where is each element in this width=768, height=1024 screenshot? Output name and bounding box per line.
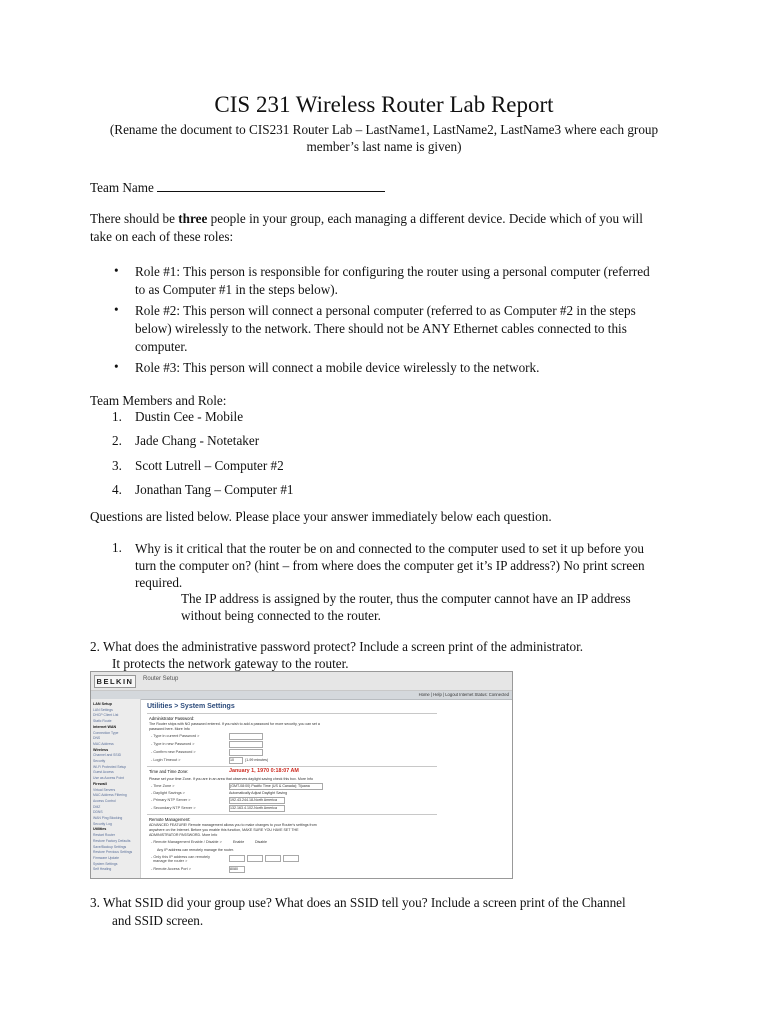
screenshot-sidebar-item[interactable]: DMZ xyxy=(93,804,101,809)
remote-desc-1: ADVANCED FEATURE! Remote management allows you to make changes to your Router's settings from xyxy=(149,823,317,827)
secondary-ntp-label: - Secondary NTP Server > xyxy=(151,806,196,810)
daylight-savings-checkbox[interactable]: Automatically Adjust Daylight Saving xyxy=(229,791,288,795)
login-timeout-label: - Login Timeout > xyxy=(151,758,181,762)
time-zone-select[interactable]: (GMT-08:00) Pacific Time (US & Canada); Tijuana xyxy=(229,783,323,790)
document-subtitle xyxy=(90,121,678,155)
secondary-ntp-select[interactable]: 132.163.4.102-North America xyxy=(229,805,285,812)
team-name-blank xyxy=(157,179,385,192)
screenshot-sidebar xyxy=(91,699,141,878)
any-ip-checkbox[interactable]: Any IP address can remotely manage the router. xyxy=(157,848,235,852)
screenshot-sidebar-item[interactable]: MAC Address xyxy=(93,741,114,746)
member-item: Jonathan Tang – Computer #1 xyxy=(135,482,294,497)
remote-desc-3: ADMINISTRATOR PASSWORD. More Info xyxy=(149,833,218,837)
question-1-line-1: Why is it critical that the router be on and connected to the computer used to set it up before you xyxy=(135,541,645,556)
remote-enable-radio[interactable]: Enable xyxy=(233,840,245,844)
member-item: Jade Chang - Notetaker xyxy=(135,433,260,448)
member-number: 1. xyxy=(112,409,122,424)
screenshot-sidebar-item[interactable]: DDNS xyxy=(93,810,103,815)
screenshot-sidebar-item[interactable]: Access Control xyxy=(93,798,116,803)
screenshot-sidebar-item[interactable]: Guest Access xyxy=(93,770,114,775)
divider xyxy=(147,766,437,767)
remote-management-label: - Remote Management Enable / Disable > xyxy=(151,840,222,844)
daylight-savings-label: - Daylight Savings > xyxy=(151,791,185,795)
time-zone-heading: Time and Time Zone: xyxy=(149,769,189,774)
answer-1 xyxy=(181,590,678,624)
bullet-glyph: • xyxy=(114,263,119,278)
divider xyxy=(147,713,437,714)
remote-port-label: - Remote Access Port > xyxy=(151,867,191,871)
member-number: 4. xyxy=(112,482,122,497)
answer-1-line-1: The IP address is assigned by the router, thus the computer cannot have an IP address xyxy=(181,591,631,606)
screenshot-sidebar-item[interactable]: Channel and SSID xyxy=(93,753,122,758)
intro-post: people in your group, each managing a different device. Decide which of you will xyxy=(207,211,643,226)
screenshot-header-title: Router Setup xyxy=(143,676,179,682)
question-1-line-3: required. xyxy=(135,575,183,590)
screenshot-sidebar-item: LAN Setup xyxy=(93,702,112,706)
screenshot-sidebar-item[interactable]: Self Healing xyxy=(93,867,112,872)
role-2 xyxy=(135,302,678,356)
role-3 xyxy=(135,359,678,377)
ip-octet-field[interactable] xyxy=(265,855,281,862)
remote-port-field[interactable]: 8080 xyxy=(229,866,245,873)
document-title: CIS 231 Wireless Router Lab Report xyxy=(214,92,554,117)
primary-ntp-select[interactable]: 192.43.244.18-North America xyxy=(229,797,285,804)
intro-paragraph xyxy=(90,210,678,246)
screenshot-sidebar-item: Internet WAN xyxy=(93,724,117,729)
screenshot-sidebar-item[interactable]: Save/Backup Settings xyxy=(93,844,127,849)
belkin-logo: BELKIN xyxy=(94,675,136,688)
role-3-line-1: Role #3: This person will connect a mobile device wirelessly to the network. xyxy=(135,360,540,375)
member-number: 2. xyxy=(112,433,122,448)
new-password-field[interactable] xyxy=(229,741,263,748)
remote-desc-2: anywhere on the Internet. Before you enable this function, MAKE SURE YOU HAVE SET THE xyxy=(149,828,299,832)
only-ip-label-2: manage the router > xyxy=(153,859,188,863)
role-2-line-1: Role #2: This person will connect a personal computer (referred to as Computer #2 in the steps xyxy=(135,303,636,318)
divider xyxy=(147,814,437,815)
screenshot-sidebar-item[interactable]: Static Route xyxy=(93,719,112,724)
team-name-label: Team Name xyxy=(90,180,154,195)
screenshot-sidebar-item[interactable]: Restore Factory Defaults xyxy=(93,838,131,843)
screenshot-sidebar-item: Wireless xyxy=(93,747,109,752)
only-ip-label-1: - Only this IP address can remotely xyxy=(151,855,211,859)
intro-line-2: take on each of these roles: xyxy=(90,229,234,244)
admin-desc-1: The Router ships with NO password entered. If you wish to add a password for more security, you can set a xyxy=(149,722,320,726)
bullet-glyph: • xyxy=(114,302,119,317)
role-2-line-3: computer. xyxy=(135,339,188,354)
subtitle-line-2: member’s last name is given) xyxy=(306,139,462,154)
member-number: 3. xyxy=(112,458,122,473)
screenshot-sidebar-item[interactable]: DHCP Client List xyxy=(93,713,119,718)
member-item: Dustin Cee - Mobile xyxy=(135,409,244,424)
role-1 xyxy=(135,263,678,299)
screenshot-sidebar-item[interactable]: Wi-Fi Protected Setup xyxy=(93,764,127,769)
role-1-line-1: Role #1: This person is responsible for configuring the router using a personal computer (referred xyxy=(135,264,650,279)
time-zone-label: - Time Zone > xyxy=(151,784,175,788)
primary-ntp-label: - Primary NTP Server > xyxy=(151,798,191,802)
intro-pre: There should be xyxy=(90,211,179,226)
screenshot-top-links: Home | Help | Logout Internet Status: Connected xyxy=(418,692,509,697)
time-desc: Please set your time Zone. If you are in an area that observes daylight saving check this box. More Info xyxy=(149,777,314,781)
question-1-number: 1. xyxy=(112,540,122,555)
screenshot-page-title: Utilities > System Settings xyxy=(147,703,235,710)
team-name-line xyxy=(90,179,678,197)
question-3-line-1: 3. What SSID did your group use? What does an SSID tell you? Include a screen print of the Channel xyxy=(90,895,626,910)
screenshot-sidebar-item[interactable]: WAN Ping Blocking xyxy=(93,816,123,820)
remote-management-heading: Remote Management: xyxy=(149,817,191,822)
screenshot-sidebar-item[interactable]: DNS xyxy=(93,736,101,741)
answer-2: It protects the network gateway to the router. xyxy=(112,656,349,671)
screenshot-sidebar-item[interactable]: Security xyxy=(93,759,106,763)
remote-disable-radio[interactable]: Disable xyxy=(255,840,267,844)
question-2: 2. What does the administrative password protect? Include a screen print of the administrator. xyxy=(90,639,584,654)
screenshot-sidebar-item[interactable]: System Settings xyxy=(93,861,118,866)
screenshot-sidebar-item[interactable]: Security Log xyxy=(93,821,112,826)
question-1-line-2: turn the computer on? (hint – from where does the computer get it’s IP address?) No print screen xyxy=(135,558,645,573)
answer-1-line-2: without being connected to the router. xyxy=(181,608,381,623)
member-item: Scott Lutrell – Computer #2 xyxy=(135,458,284,473)
subtitle-line-1: (Rename the document to CIS231 Router Lab – LastName1, LastName2, LastName3 where each group xyxy=(109,122,659,137)
login-timeout-field[interactable]: 10 xyxy=(229,757,243,764)
confirm-password-label: - Confirm new Password > xyxy=(151,750,196,754)
screenshot-main xyxy=(143,699,511,878)
screenshot-sidebar-item[interactable]: LAN Settings xyxy=(93,707,113,712)
screenshot-header xyxy=(91,672,512,691)
bullet-glyph: • xyxy=(114,359,119,374)
new-password-label: - Type in new Password > xyxy=(151,742,195,746)
members-heading: Team Members and Role: xyxy=(90,393,227,408)
question-1 xyxy=(135,540,678,591)
screenshot-sidebar-item[interactable]: Restart Router xyxy=(93,833,116,838)
role-1-line-2: to as Computer #1 in the steps below). xyxy=(135,282,338,297)
confirm-password-field[interactable] xyxy=(229,749,263,756)
admin-password-heading: Administrator Password: xyxy=(149,716,195,721)
screenshot-sidebar-item[interactable]: Firmware Update xyxy=(93,855,120,860)
intro-bold: three xyxy=(178,211,208,226)
question-3 xyxy=(90,894,678,930)
router-admin-screenshot xyxy=(90,671,513,879)
current-time: January 1, 1970 0:18:07 AM xyxy=(229,768,299,774)
login-timeout-unit: (1-99 minutes) xyxy=(245,758,269,762)
screenshot-sidebar-item: Firewall xyxy=(93,781,107,786)
ip-octet-field[interactable] xyxy=(247,855,263,862)
current-password-field[interactable] xyxy=(229,733,263,740)
screenshot-sidebar-item[interactable]: Connection Type xyxy=(93,730,119,735)
role-2-line-2: below) wirelessly to the network. There should not be ANY Ethernet cables connected to this xyxy=(135,321,627,336)
questions-intro: Questions are listed below. Please place your answer immediately below each question. xyxy=(90,509,552,524)
screenshot-sidebar-item[interactable]: Use as Access Point xyxy=(93,776,124,781)
ip-octet-field[interactable] xyxy=(283,855,299,862)
screenshot-sidebar-item[interactable]: Restore Previous Settings xyxy=(93,850,133,855)
ip-octet-field[interactable] xyxy=(229,855,245,862)
current-password-label: - Type in current Password > xyxy=(151,734,200,738)
screenshot-sidebar-item[interactable]: MAC Address Filtering xyxy=(93,793,127,798)
screenshot-sidebar-item: Utilities xyxy=(93,827,107,832)
question-3-line-2: and SSID screen. xyxy=(112,913,204,928)
admin-desc-2: password here. More Info xyxy=(149,727,190,731)
screenshot-sidebar-item[interactable]: Virtual Servers xyxy=(93,787,116,792)
